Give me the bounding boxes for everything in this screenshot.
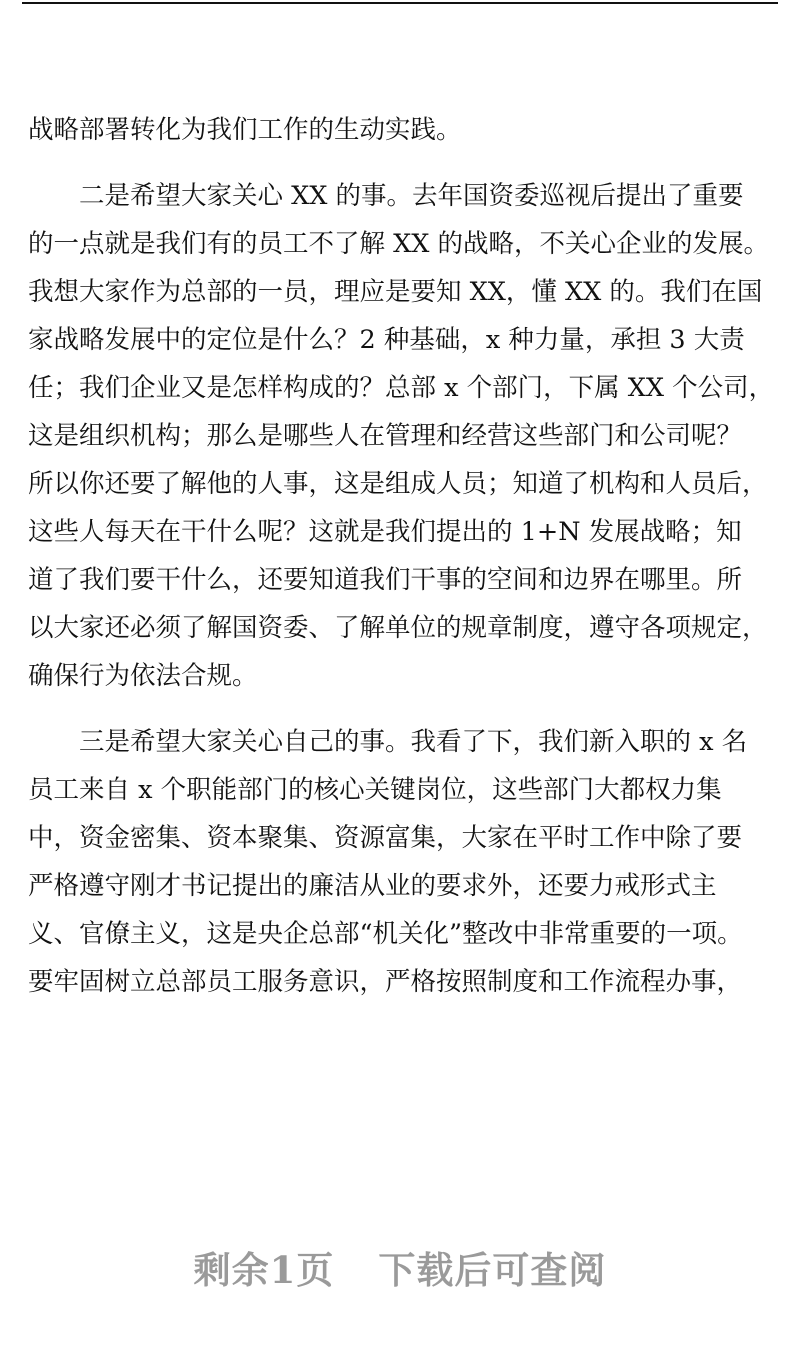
text-line: 这是组织机构；那么是哪些人在管理和经营这些部门和公司呢？ xyxy=(28,421,743,451)
text-line: 战略部署转化为我们工作的生动实践。 xyxy=(28,115,462,145)
text-line: 以大家还必须了解国资委、了解单位的规章制度，遵守各项规定， xyxy=(28,613,768,643)
text-line: 任；我们企业又是怎样构成的？总部 x 个部门，下属 XX 个公司， xyxy=(28,373,775,403)
text-line: 二是希望大家关心 XX 的事。去年国资委巡视后提出了重要 xyxy=(79,181,744,211)
document-body xyxy=(28,106,776,1006)
text-line: 道了我们要干什么，还要知道我们干事的空间和边界在哪里。所 xyxy=(28,565,743,595)
paragraph-gap xyxy=(28,154,776,172)
text-line: 三是希望大家关心自己的事。我看了下，我们新入职的 x 名 xyxy=(79,727,748,757)
text-line: 的一点就是我们有的员工不了解 XX 的战略，不关心企业的发展。 xyxy=(28,229,770,259)
text-line: 所以你还要了解他的人事，这是组成人员；知道了机构和人员后， xyxy=(28,469,768,499)
text-line: 义、官僚主义，这是央企总部“机关化”整改中非常重要的一项。 xyxy=(28,919,743,949)
download-notice[interactable] xyxy=(0,1240,800,1294)
top-rule xyxy=(22,2,778,4)
text-line: 确保行为依法合规。 xyxy=(28,661,258,691)
text-line: 家战略发展中的定位是什么？2 种基础，x 种力量，承担 3 大责 xyxy=(28,325,745,355)
text-line: 中，资金密集、资本聚集、资源富集，大家在平时工作中除了要 xyxy=(28,823,743,853)
text-line: 我想大家作为总部的一员，理应是要知 XX，懂 XX 的。我们在国 xyxy=(28,277,763,307)
download-to-view-label: 下载后可查阅 xyxy=(378,1248,607,1292)
text-line: 员工来自 x 个职能部门的核心关键岗位，这些部门大都权力集 xyxy=(28,775,722,805)
remaining-pages-label: 剩余1页 xyxy=(193,1248,335,1292)
paragraph-gap xyxy=(28,700,776,718)
text-line: 严格遵守刚才书记提出的廉洁从业的要求外，还要力戒形式主 xyxy=(28,871,717,901)
text-line: 要牢固树立总部员工服务意识，严格按照制度和工作流程办事， xyxy=(28,967,743,997)
text-line: 这些人每天在干什么呢？这就是我们提出的 1+N 发展战略；知 xyxy=(28,517,742,547)
